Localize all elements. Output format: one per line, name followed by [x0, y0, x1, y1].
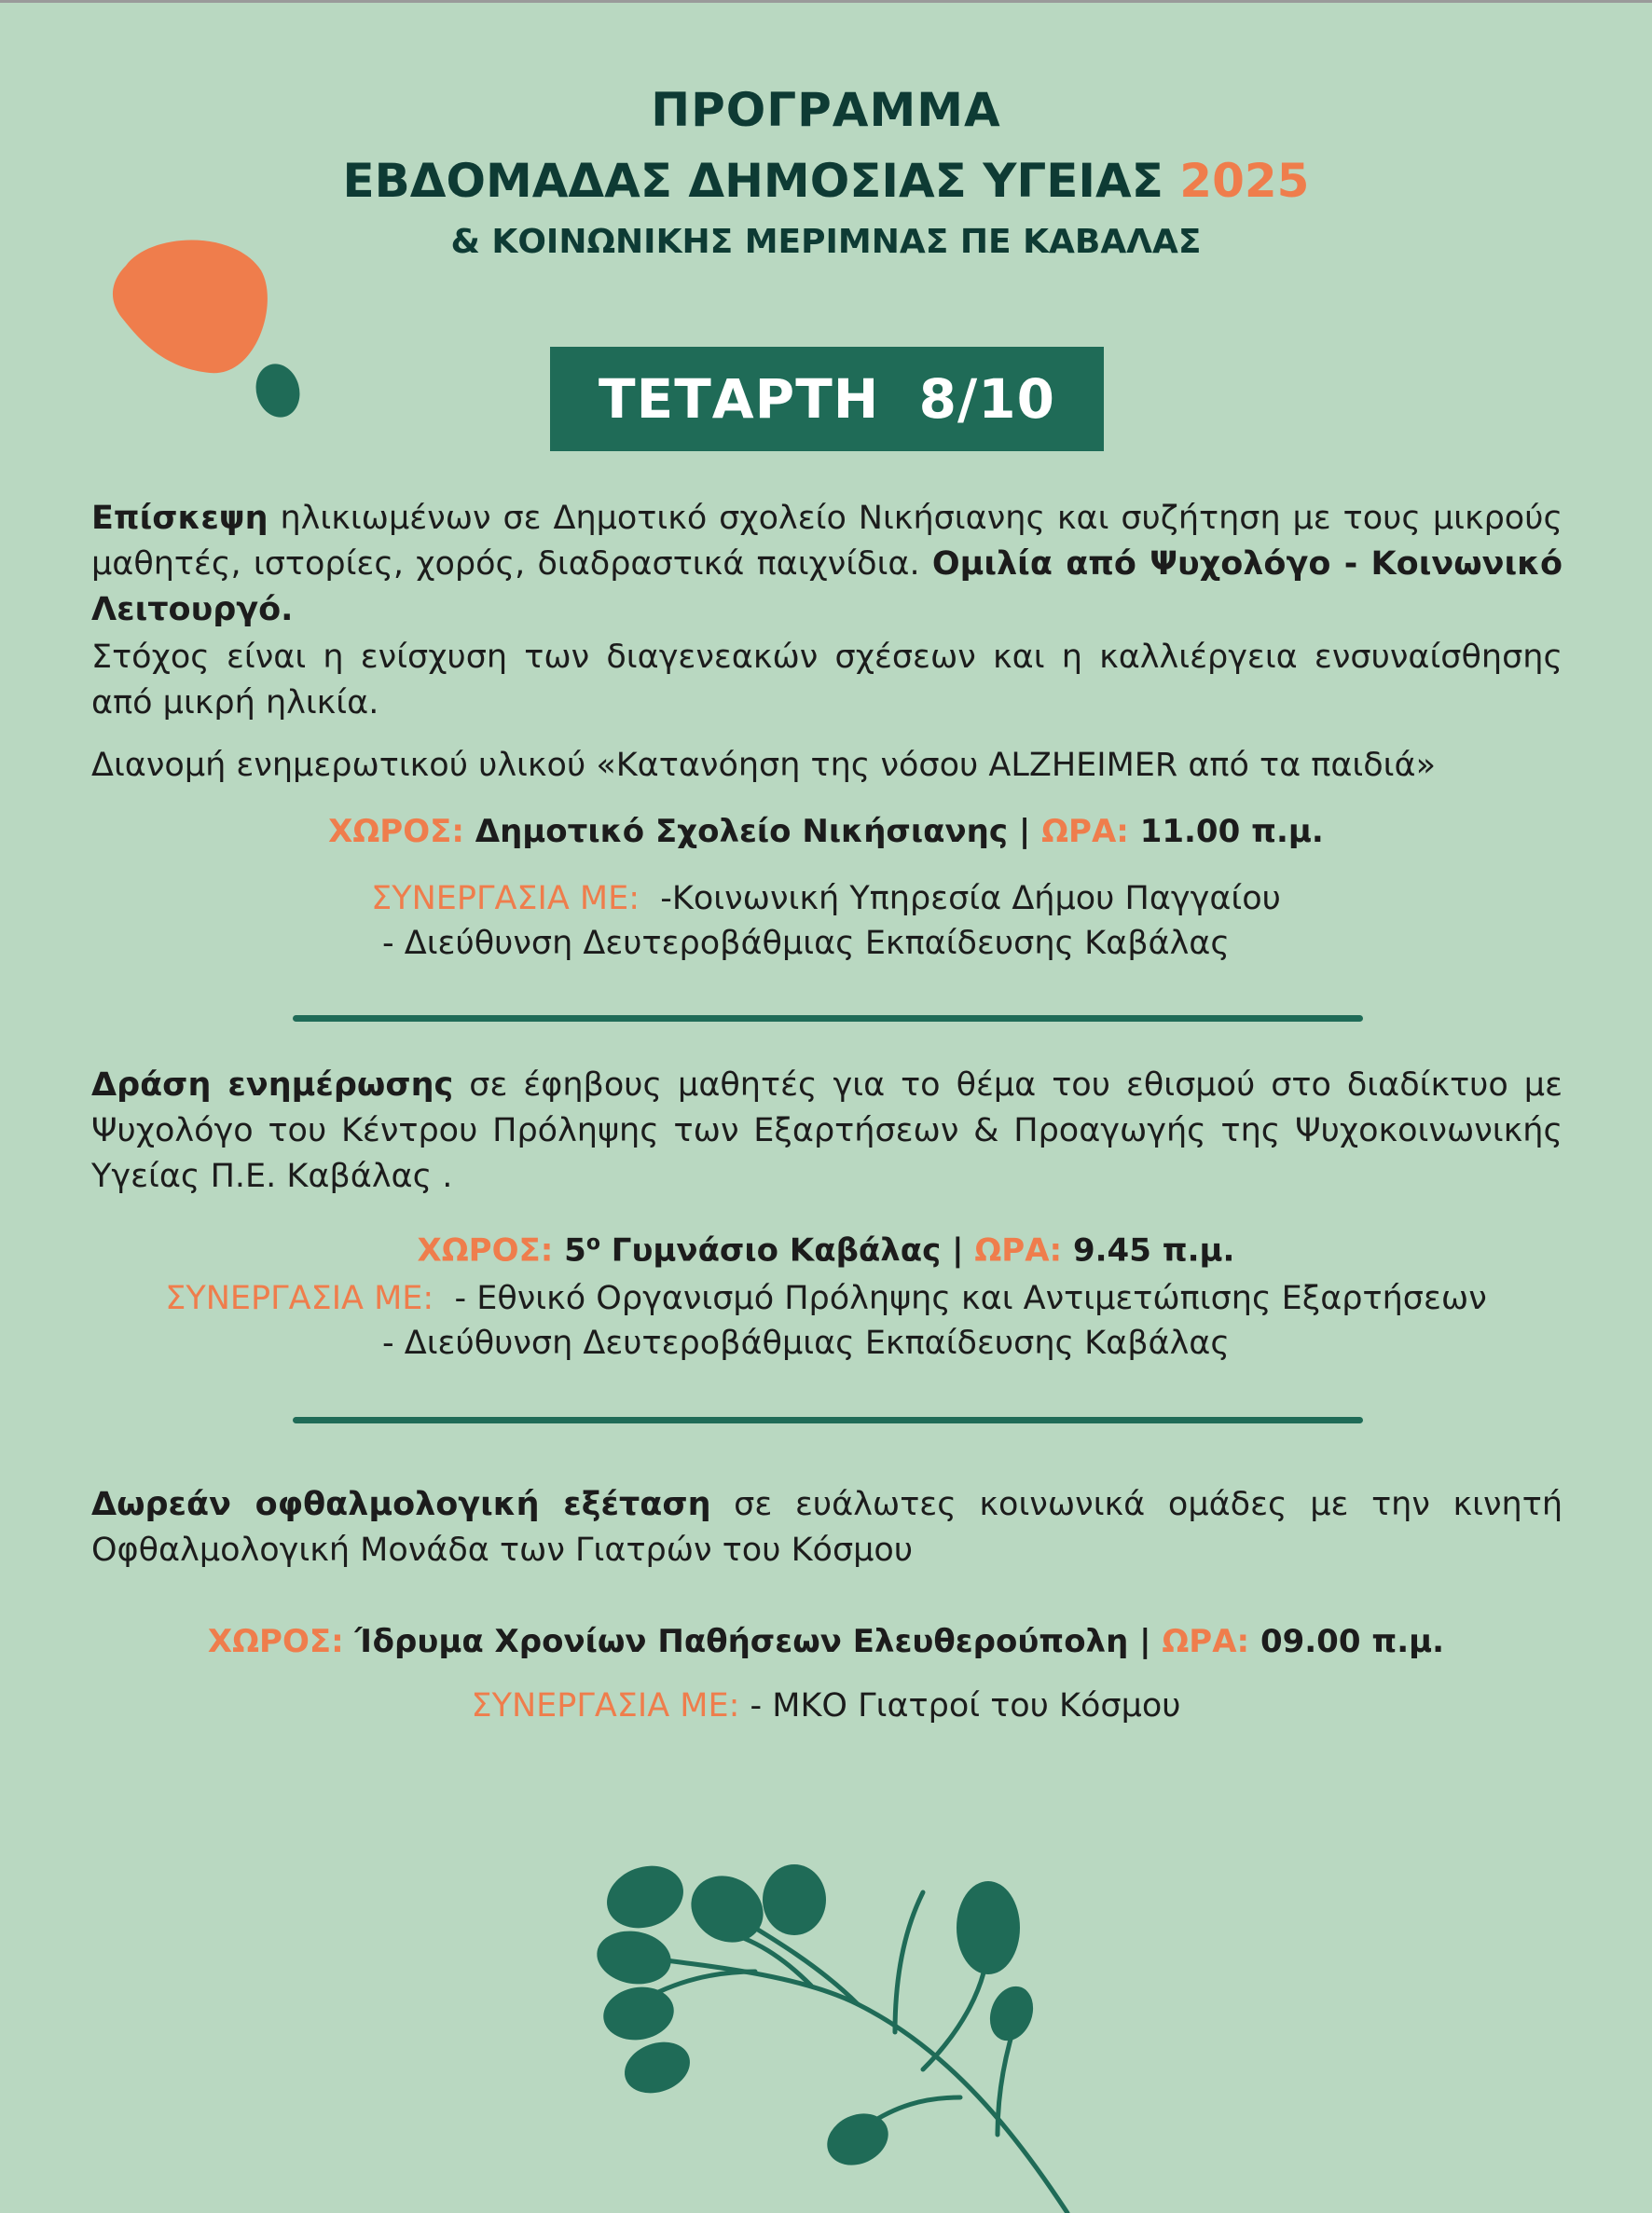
collab-label: ΣΥΝΕΡΓΑΣΙΑ ΜΕ:: [471, 1687, 740, 1725]
event-1-text: ηλικιωμένων σε Δημοτικό σχολείο Νικήσιανης και συζήτηση με τους μικρούς μαθητές, ιστορίες, χορός, διαδραστικά παιχνίδια.: [91, 500, 1563, 583]
collab-label: ΣΥΝΕΡΓΑΣΙΑ ΜΕ:: [371, 880, 640, 917]
event-2-collab-line-1: [0, 1276, 1652, 1321]
time-label: ΩΡΑ:: [1041, 813, 1129, 850]
week-title-text: ΕΒΔΟΜΑΔΑΣ ΔΗΜΟΣΙΑΣ ΥΓΕΙΑΣ: [342, 154, 1180, 208]
week-title-year: 2025: [1179, 154, 1310, 208]
event-3-text: σε ευάλωτες κοινωνικά ομάδες με την κινητή Οφθαλμολογική Μονάδα των Γιατρών του Κόσμου: [91, 1486, 1563, 1569]
event-2-place-num: 5: [564, 1231, 586, 1270]
collab-label: ΣΥΝΕΡΓΑΣΙΑ ΜΕ:: [165, 1280, 434, 1317]
event-2-collab-2: - Διεύθυνση Δευτεροβάθμιας Εκπαίδευσης Καβάλας: [382, 1325, 1230, 1362]
green-blob-decoration: [254, 362, 302, 419]
event-2-lead: Δράση ενημέρωσης: [91, 1066, 454, 1104]
event-2-time: 9.45 π.μ.: [1072, 1231, 1235, 1270]
event-1-lead: Επίσκεψη: [91, 500, 268, 537]
event-1-collab-1: -Κοινωνική Υπηρεσία Δήμου Παγγαίου: [640, 880, 1281, 917]
event-1-collab-line-1: [0, 876, 1652, 921]
event-3-place: Ίδρυμα Χρονίων Παθήσεων Ελευθερούπολη: [354, 1623, 1129, 1660]
day-banner: ΤΕΤΑΡΤΗ 8/10: [550, 347, 1104, 451]
place-label: ΧΩΡΟΣ:: [328, 813, 464, 850]
event-1-distribution: Διανομή ενημερωτικού υλικού «Κατανόηση της νόσου ALZHEIMER από τα παιδιά»: [91, 747, 1437, 784]
event-2-place-time: [0, 1221, 1652, 1272]
event-1-place-time: [0, 809, 1652, 854]
time-label: ΩΡΑ:: [1162, 1623, 1250, 1660]
event-1-collab-2: - Διεύθυνση Δευτεροβάθμιας Εκπαίδευσης Καβάλας: [382, 925, 1230, 962]
place-label: ΧΩΡΟΣ:: [417, 1231, 554, 1270]
separator: |: [941, 1231, 975, 1270]
separator: |: [1008, 813, 1042, 850]
event-2-collab-1: - Εθνικό Οργανισμό Πρόληψης και Αντιμετώπισης Εξαρτήσεων: [434, 1280, 1487, 1317]
event-3-collab-1: - ΜΚΟ Γιατροί του Κόσμου: [739, 1687, 1181, 1725]
event-2-place-sup: ο: [585, 1231, 600, 1255]
event-3-place-time: [0, 1619, 1652, 1664]
event-1-speaker: Ομιλία από Ψυχολόγο - Κοινωνικό Λειτουργό.: [91, 545, 1563, 628]
leaf-branch-decoration: [587, 1855, 1072, 2213]
top-border: [0, 0, 1652, 3]
event-3-description: [91, 1482, 1563, 1574]
event-3-collab-line-1: [0, 1684, 1652, 1728]
organization-subtitle: & ΚΟΙΝΩΝΙΚΗΣ ΜΕΡΙΜΝΑΣ ΠΕ ΚΑΒΑΛΑΣ: [450, 223, 1202, 261]
event-2-place: Γυμνάσιο Καβάλας: [599, 1231, 942, 1270]
separator: |: [1128, 1623, 1163, 1660]
event-3-time: 09.00 π.μ.: [1260, 1623, 1445, 1660]
event-1-place: Δημοτικό Σχολείο Νικήσιανης: [475, 813, 1009, 850]
event-1-goal: Στόχος είναι η ενίσχυση των διαγενεακών σχέσεων και η καλλιέργεια ενσυναίσθησης από μικρή ηλικία.: [91, 639, 1563, 722]
time-label: ΩΡΑ:: [974, 1231, 1063, 1270]
page-header: [0, 82, 1652, 263]
event-1-description: [91, 496, 1563, 633]
event-2-description: [91, 1063, 1563, 1200]
place-label: ΧΩΡΟΣ:: [207, 1623, 344, 1660]
program-title: ΠΡΟΓΡΑΜΜΑ: [651, 83, 1001, 137]
event-2-text: σε έφηβους μαθητές για το θέμα του εθισμού στο διαδίκτυο με Ψυχολόγο του Κέντρου Πρόληψης των Εξαρτήσεων & Προαγωγής της Ψυχοκοινωνικής Υγείας Π.Ε. Καβάλας .: [91, 1066, 1563, 1195]
week-title: [0, 153, 1652, 209]
event-1-time: 11.00 π.μ.: [1139, 813, 1324, 850]
event-3-lead: Δωρεάν οφθαλμολογική εξέταση: [91, 1486, 711, 1523]
section-divider-2: [293, 1417, 1363, 1423]
section-divider-1: [293, 1015, 1363, 1022]
